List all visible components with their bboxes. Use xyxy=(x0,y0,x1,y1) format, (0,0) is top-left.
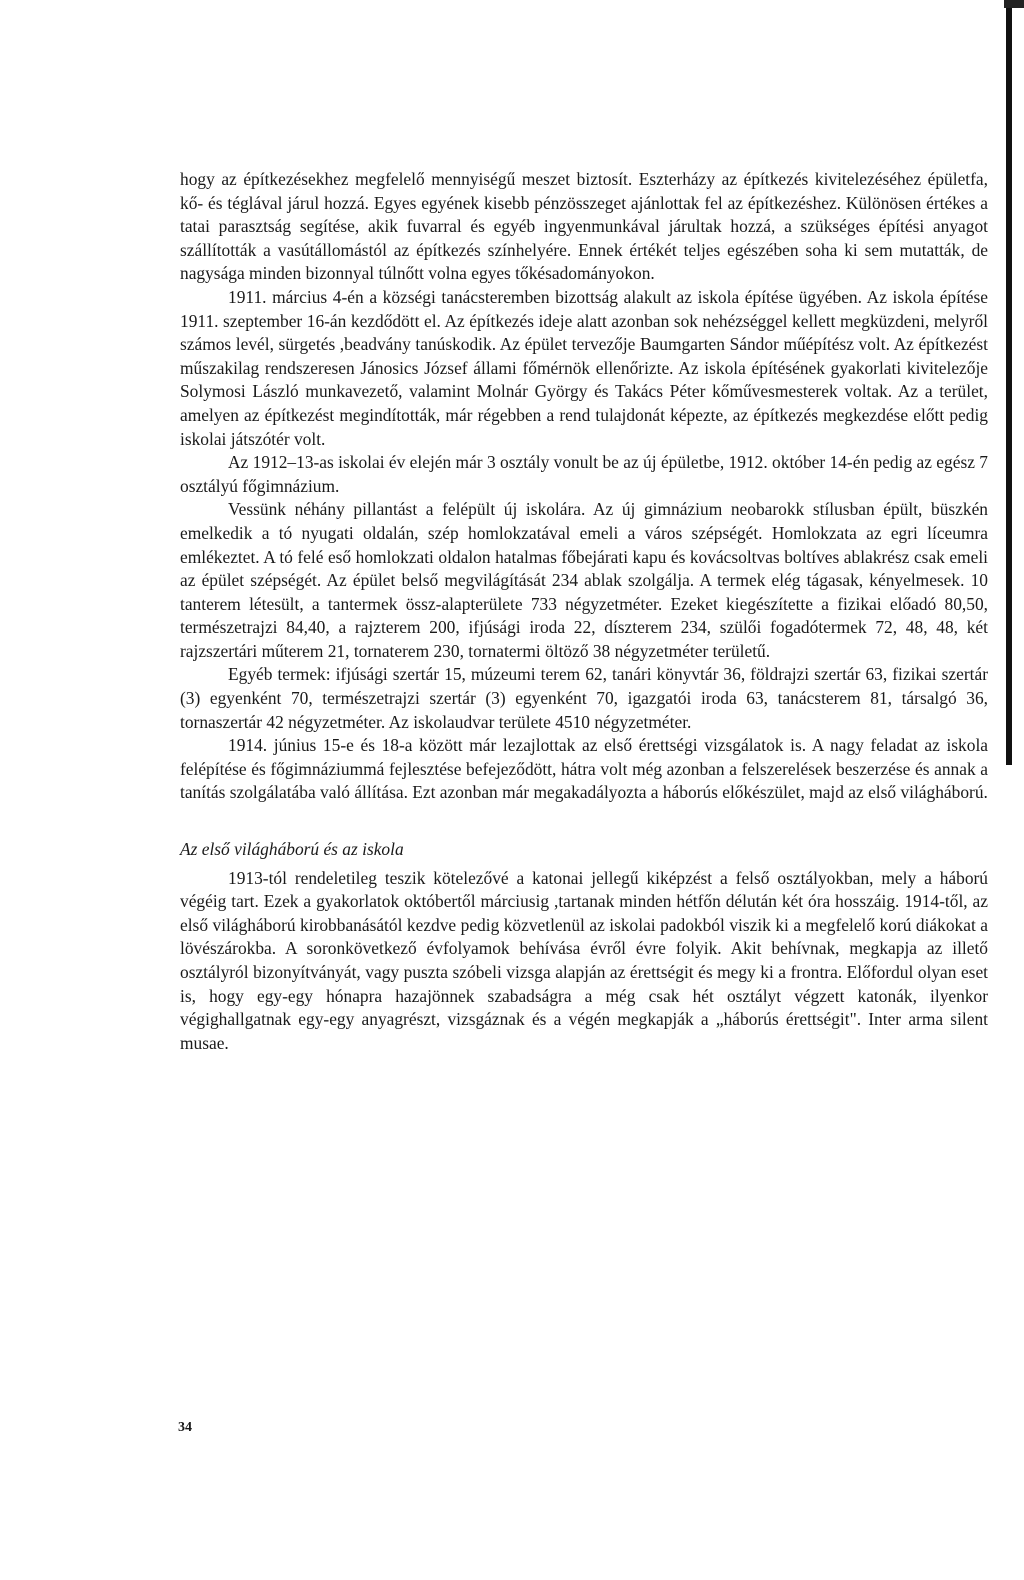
paragraph-first-exams-1914: 1914. június 15-e és 18-a között már lezajlottak az első érettségi vizsgálatok is. A nagy feladat az iskola felépítése és főgimnáziummá fejlesztése befejeződött, hátra volt még azonban a felszerelések beszerzése és annak a tanítás szolgálatába való állítása. Ezt azonban már megakadályozta a háborús előkészület, majd az első világháború. xyxy=(180,735,988,803)
paragraph-other-rooms: Egyéb termek: ifjúsági szertár 15, múzeumi terem 62, tanári könyvtár 36, földrajzi szertár 63, fizikai szertár (3) egyenként 70, természetrajzi szertár (3) egyenként 70, igazgatói iroda 63, tanácsterem 81, társalgó 36, tornaszertár 42 négyzetméter. Az iskolaudvar területe 4510 négyzetméter. xyxy=(180,664,988,732)
paragraph-war-training: 1913-tól rendeletileg teszik kötelezővé a katonai jellegű kiképzést a felső osztályokban, mely a háború végéig tart. Ezek a gyakorlatok októbertől márciusig ,tartanak minden hétfőn délután két óra hosszáig. 1914-től, az első világháború kirobbanásától kezdve pedig közvetlenül az iskolai padokból viszik ki a megfelelő korú diákokat a lövészárokba. A soronkövetkező évfolyamok behívása évről évre folyik. Akit behívnak, megkapja az illető osztályról bizonyítványát, vagy puszta szóbeli vizsga alapján az érettségit és megy ki a frontra. Előfordul olyan eset is, hogy egy-egy hónapra hazajönnek szabadságra a még csak hét osztályt végzett katonák, ilyenkor végighallgatnak egy-egy anyagrészt, vizsgáznak és a végén megkapják a „háborús érettségit". Inter arma silent musae. xyxy=(180,867,988,1053)
scan-edge-mark xyxy=(1006,0,1012,765)
scan-corner-mark xyxy=(1004,0,1024,8)
paragraph-school-year-1912: Az 1912–13-as iskolai év elején már 3 osztály vonult be az új épületbe, 1912. október 14-én pedig az egész 7 osztályú főgimnázium. xyxy=(180,452,988,496)
paragraph-construction-1911: 1911. március 4-én a községi tanácsteremben bizottság alakult az iskola építése ügyében. Az iskola építése 1911. szeptember 16-án kezdődött el. Az építkezés ideje alatt azonban sok nehézséggel kellett megküzdeni, melyről számos levél, sürgetés ,beadvány tanúskodik. Az épület tervezője Baumgarten Sándor műépítész volt. Az építkezést műszakilag rendszeresen Jánosics József állami főmérnök ellenőrizte. Az iskola építésének gyakorlati kivitelezője Solymosi László munkavezető, valamint Molnár György és Takács Péter kőművesmesterek voltak. Az a terület, amelyen az építkezést megindították, már régebben a rend tulajdonát képezte, az építkezés megkezdése előtt pedig iskolai játszótér volt. xyxy=(180,286,988,449)
paragraph-continuation: hogy az építkezésekhez megfelelő mennyiségű meszet biztosít. Eszterházy az építkezés kivitelezéséhez épületfa, kő- és téglával járul hozzá. Egyes egyének kisebb pénzösszeget ajánlottak fel az építkezéshez. Különösen értékes a tatai parasztság segítése, akik fuvarral és egyéb ingyenmunkával járultak hozzá, a szükséges építési anyagot szállították a vasútállomástól az építkezés színhelyére. Ennek értékét teljes egészében soha ki sem mutatták, de nagysága minden bizonnyal túlnőtt volna egyes tőkésadományokon. xyxy=(180,169,988,284)
paragraph-building-description: Vessünk néhány pillantást a felépült új iskolára. Az új gimnázium neobarokk stílusban épült, büszkén emelkedik a tó nyugati oldalán, szép homlokzatával emeli a város szépségét. Homlokzata az egri líceumra emlékeztet. A tó felé eső homlokzati oldalon hatalmas főbejárati kapu és kovácsoltvas boltíves ablakrész csak emeli az épület szépségét. Az épület belső megvilágítását 234 ablak szolgálja. A termek elég tágasak, kényelmesek. 10 tanterem létesült, a tantermek össz-alapterülete 733 négyzetméter. Ezeket kiegészítette a fizikai előadó 80,50, természetrajzi 84,40, a rajzterem 200, ifjúsági iroda 22, díszterem 234, szülői fogadótermek 72, 48, 48, két rajzszertári műterem 21, tornaterem 230, tornatermi öltöző 38 négyzetméter területű. xyxy=(180,499,988,661)
section-heading: Az első világháború és az iskola xyxy=(180,839,404,860)
page-body xyxy=(180,168,988,1055)
page-number: 34 xyxy=(178,1420,192,1435)
